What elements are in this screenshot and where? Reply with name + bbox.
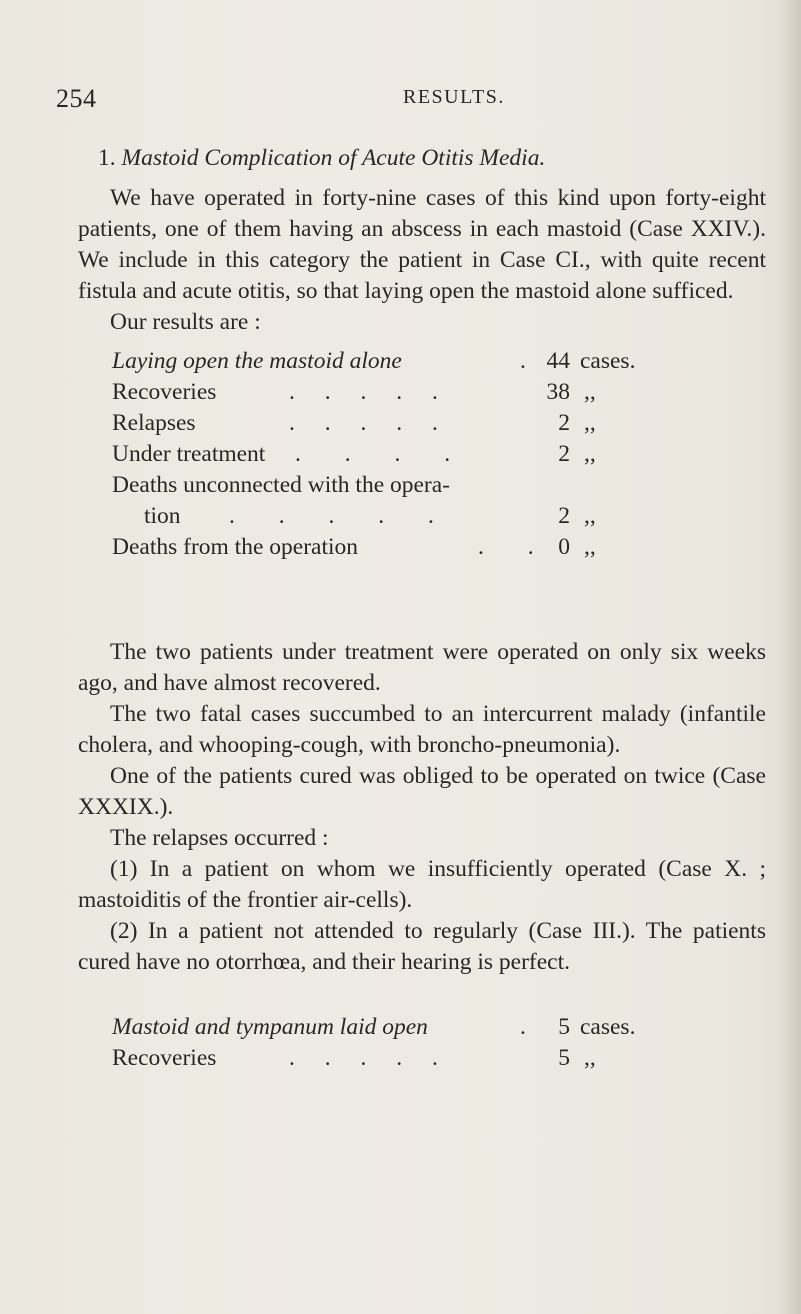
paragraph-operated-twice: One of the patients cured was obliged to be operated on twice (Case XXXIX.). — [78, 763, 766, 820]
row-label: Laying open the mastoid alone — [112, 348, 402, 374]
row-unit: ,, — [584, 503, 596, 529]
table-row — [112, 410, 772, 441]
table-row — [112, 472, 772, 503]
row-value: 2 — [558, 410, 570, 436]
paragraph-relapse-2: (2) In a patient not attended to regularly (Case III.). The patients cured have no otorrhœa, and their hearing is perfect. — [78, 918, 766, 975]
page-number: 254 — [56, 84, 97, 113]
row-label: Deaths from the operation — [112, 534, 359, 560]
row-unit: cases. — [580, 1014, 636, 1040]
page-edge-shadow — [779, 0, 801, 1314]
section-title: Mastoid Complication of Acute Otitis Media. — [121, 145, 546, 171]
running-head: RESULTS. — [403, 86, 505, 108]
table-row — [112, 534, 772, 565]
row-label: Deaths unconnected with the opera- — [112, 472, 451, 498]
row-unit: ,, — [584, 1045, 596, 1071]
row-unit: ,, — [584, 534, 596, 560]
row-leader-dots: . . — [478, 534, 534, 560]
row-leader-dots: . — [520, 1014, 526, 1040]
row-value: 2 — [558, 441, 570, 467]
row-value: 38 — [546, 379, 570, 405]
paragraph-under-treatment: The two patients under treatment were operated on only six weeks ago, and have almost recovered. — [78, 639, 766, 696]
row-value: 2 — [558, 503, 570, 529]
row-value: 5 — [558, 1014, 570, 1040]
intro-paragraph: We have operated in forty-nine cases of this kind upon forty-eight patients, one of them having an abscess in each mastoid (Case XXIV.). We include in this category the patient in Case CI., with quite recent fistula and acute otitis, so that laying open the mastoid alone sufficed. — [78, 185, 766, 304]
section-1-discussion — [78, 637, 766, 978]
row-leader-dots: . . . . . — [229, 503, 434, 529]
paragraph-fatal-cases: The two fatal cases succumbed to an intercurrent malady (infantile cholera, and whooping-cough, with broncho-pneumonia). — [78, 701, 766, 758]
section-number: 1. — [98, 145, 116, 171]
row-leader-dots: . . . . — [295, 441, 451, 467]
paragraph-relapse-1: (1) In a patient on whom we insufficiently operated (Case X. ; mastoiditis of the frontier air-cells). — [78, 856, 766, 913]
section-heading — [78, 143, 766, 174]
table-row — [112, 441, 772, 472]
table-row — [112, 379, 772, 410]
row-label: tion — [144, 503, 181, 529]
row-value: 44 — [546, 348, 570, 374]
row-unit: cases. — [580, 348, 636, 374]
page-header — [0, 84, 801, 114]
row-leader-dots: . — [520, 348, 526, 374]
results-table-1 — [112, 348, 772, 565]
row-unit: ,, — [584, 441, 596, 467]
row-label: Relapses — [112, 410, 196, 436]
row-leader-dots: . . . . . — [289, 379, 438, 405]
table-row — [112, 503, 772, 534]
paragraph-relapses-lead: The relapses occurred : — [110, 825, 329, 851]
table-row — [112, 1045, 772, 1076]
row-unit: ,, — [584, 410, 596, 436]
row-unit: ,, — [584, 379, 596, 405]
table-row — [112, 348, 772, 379]
row-label: Recoveries — [112, 1045, 217, 1071]
row-value: 5 — [558, 1045, 570, 1071]
results-table-2 — [112, 1014, 772, 1076]
row-leader-dots: . . . . . — [289, 410, 438, 436]
row-value: 0 — [558, 534, 570, 560]
row-label: Mastoid and tympanum laid open — [112, 1014, 428, 1040]
row-leader-dots: . . . . . — [289, 1045, 438, 1071]
results-lead: Our results are : — [110, 309, 261, 335]
table-row — [112, 1014, 772, 1045]
row-label: Under treatment — [112, 441, 266, 467]
section-1-body — [78, 143, 766, 338]
row-label: Recoveries — [112, 379, 217, 405]
